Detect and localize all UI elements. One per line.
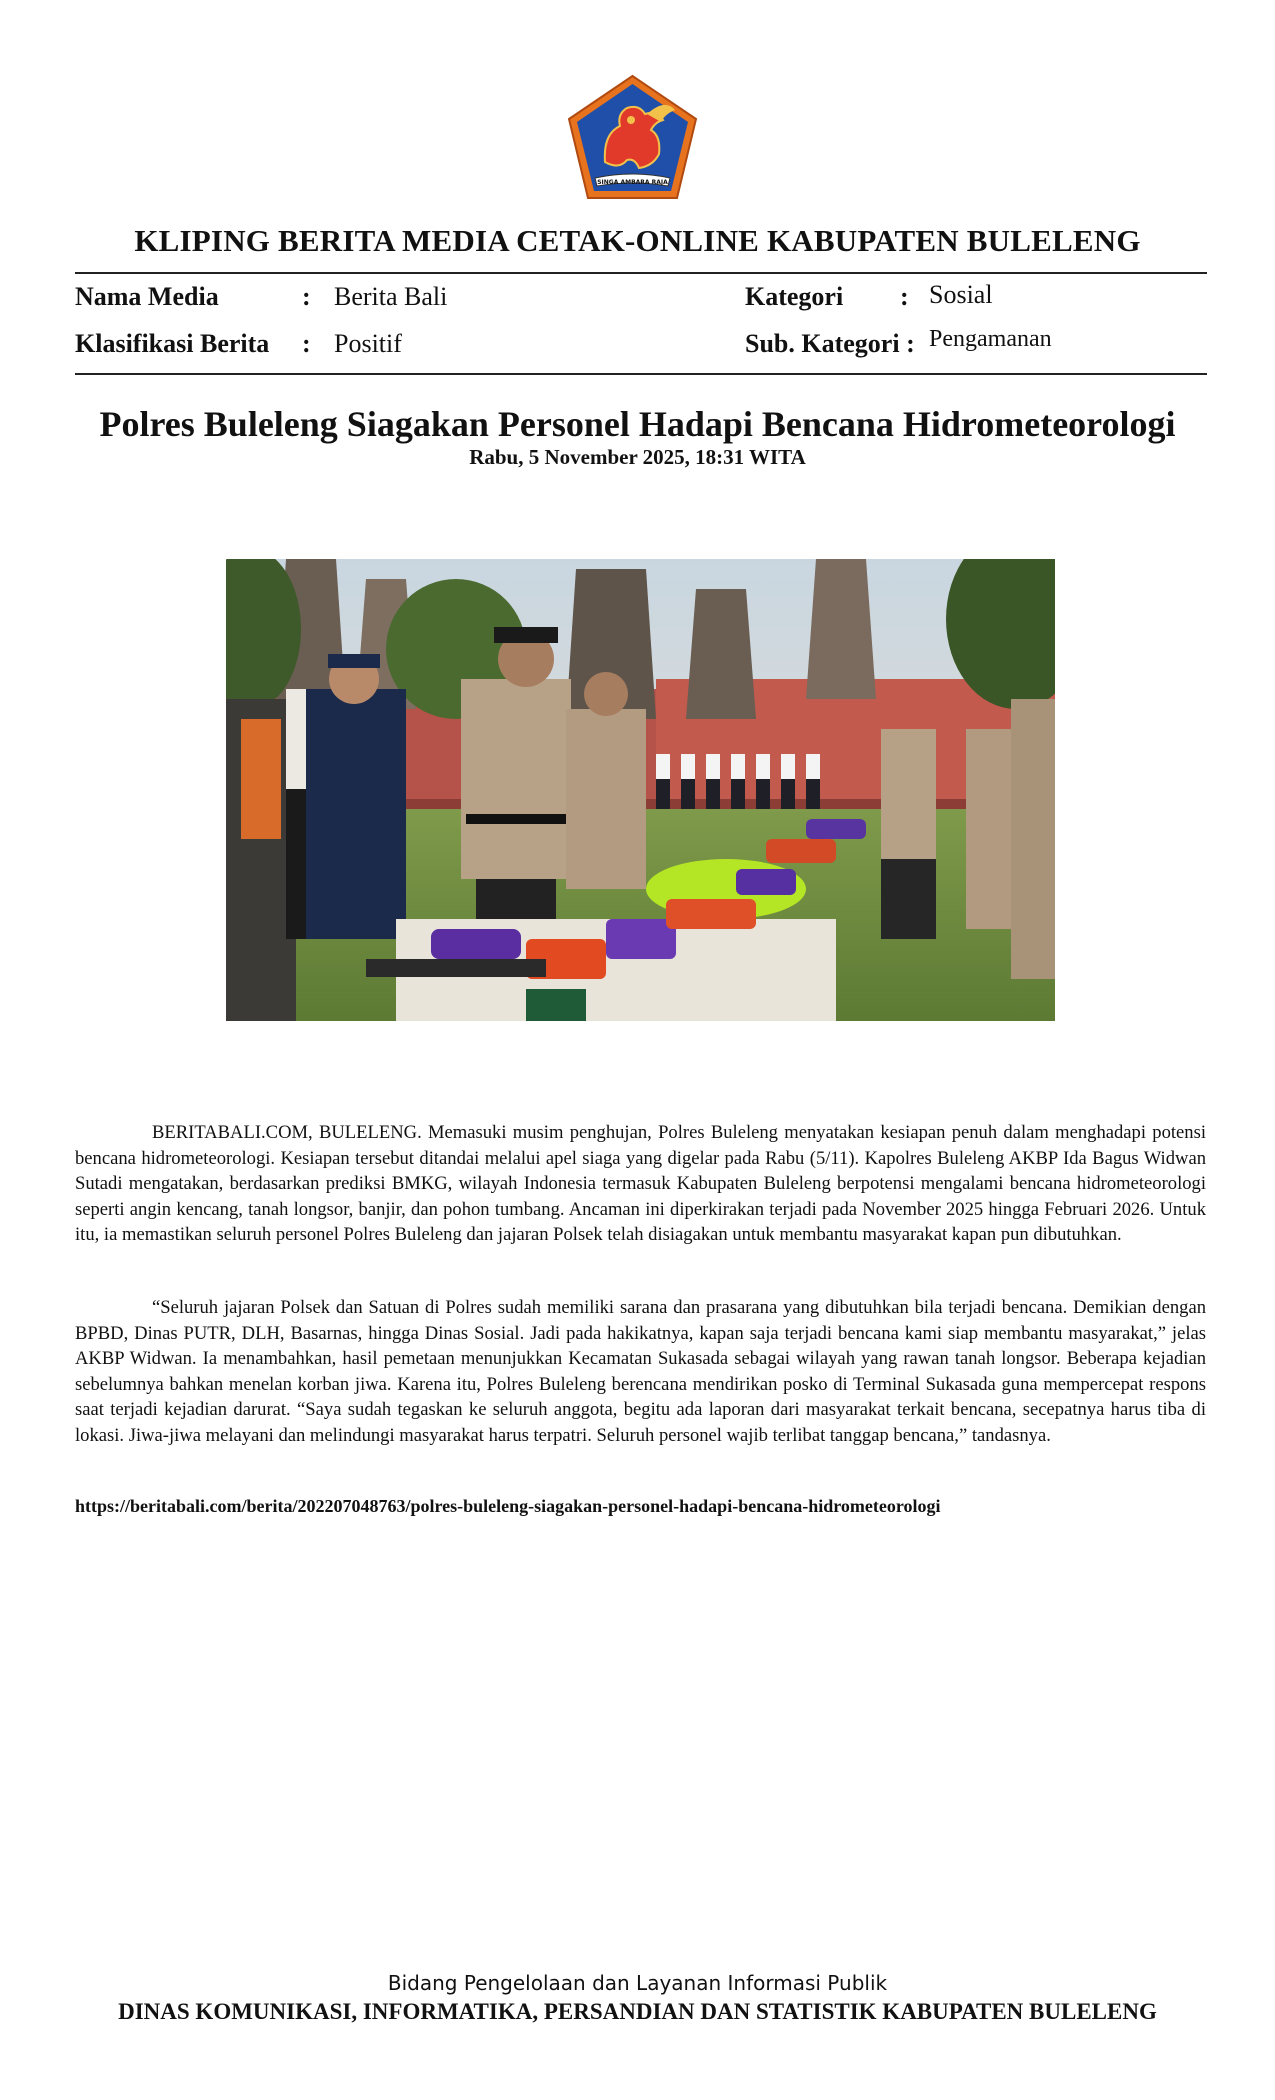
bottom-divider: [75, 373, 1207, 375]
footer-division: Bidang Pengelolaan dan Layanan Informasi Publik: [387, 1971, 888, 1995]
klasifikasi-colon: :: [302, 329, 311, 358]
article-headline: Polres Buleleng Siagakan Personel Hadapi Bencana Hidrometeorologi: [99, 404, 1176, 444]
news-photo-icon: [226, 559, 1055, 1021]
kategori-value: Sosial: [929, 280, 993, 309]
klasifikasi-value: Positif: [334, 329, 402, 358]
kategori-colon: :: [900, 282, 909, 311]
article-paragraph-1: [75, 1120, 1206, 1248]
nama-media-colon: :: [302, 282, 311, 311]
article-paragraph-2: [75, 1295, 1206, 1448]
nama-media-value: Berita Bali: [334, 282, 448, 311]
paragraph-1-text: BERITABALI.COM, BULELENG. Memasuki musim penghujan, Polres Buleleng menyatakan kesiapan penuh dalam menghadapi potensi bencana hidrometeorologi. Kesiapan tersebut ditandai melalui apel siaga yang digelar pada Rabu (5/11). Kapolres Buleleng AKBP Ida Bagus Widwan Sutadi mengatakan, berdasarkan prediksi BMKG, wilayah Indonesia termasuk Kabupaten Buleleng berpotensi mengalami bencana hidrometeorologi seperti angin kencang, tanah longsor, banjir, dan pohon tumbang. Ancaman ini diperkirakan terjadi pada November 2025 hingga Februari 2026. Untuk itu, ia memastikan seluruh personel Polres Buleleng dan jajaran Polsek telah disiagakan untuk membantu masyarakat kapan pun dibutuhkan.: [75, 1122, 1206, 1245]
logo-motto: SINGA AMBARA RAJA: [597, 179, 668, 186]
sub-kategori-label: Sub. Kategori :: [745, 329, 915, 358]
kategori-label: Kategori: [745, 282, 844, 311]
source-url-link[interactable]: https://beritabali.com/berita/202207048763/polres-buleleng-siagakan-personel-hadapi-bencana-hidrometeorologi: [75, 1496, 941, 1516]
paragraph-2-text: “Seluruh jajaran Polsek dan Satuan di Polres sudah memiliki sarana dan prasarana yang dibutuhkan bila terjadi bencana. Demikian dengan BPBD, Dinas PUTR, DLH, Basarnas, hingga Dinas Sosial. Jadi pada hakikatnya, kapan saja terjadi bencana kami siap membantu masyarakat,” jelas AKBP Widwan. Ia menambahkan, hasil pemetaan menunjukkan Kecamatan Sukasada sebagai wilayah yang rawan tanah longsor. Beberapa kejadian sebelumnya bahkan menelan korban jiwa. Karena itu, Polres Buleleng berencana mendirikan posko di Terminal Sukasada guna mempercepat respons saat terjadi kejadian darurat. “Saya sudah tegaskan ke seluruh anggota, begitu ada laporan dari masyarakat terkait bencana, secepatnya harus tiba di lokasi. Jiwa-jiwa melayani dan melindungi masyarakat harus terpatri. Seluruh personel wajib terlibat tanggap bencana,” tandasnya.: [75, 1297, 1206, 1446]
buleleng-regency-crest-icon: [565, 74, 700, 202]
top-divider: [75, 272, 1207, 274]
klasifikasi-label: Klasifikasi Berita: [75, 329, 270, 358]
footer-agency: DINAS KOMUNIKASI, INFORMATIKA, PERSANDIAN DAN STATISTIK KABUPATEN BULELENG: [118, 1999, 1157, 2024]
sub-kategori-value: Pengamanan: [929, 326, 1052, 352]
nama-media-label: Nama Media: [75, 282, 219, 311]
article-dateline: Rabu, 5 November 2025, 18:31 WITA: [469, 445, 806, 469]
clipping-title: KLIPING BERITA MEDIA CETAK-ONLINE KABUPATEN BULELENG: [134, 223, 1141, 258]
